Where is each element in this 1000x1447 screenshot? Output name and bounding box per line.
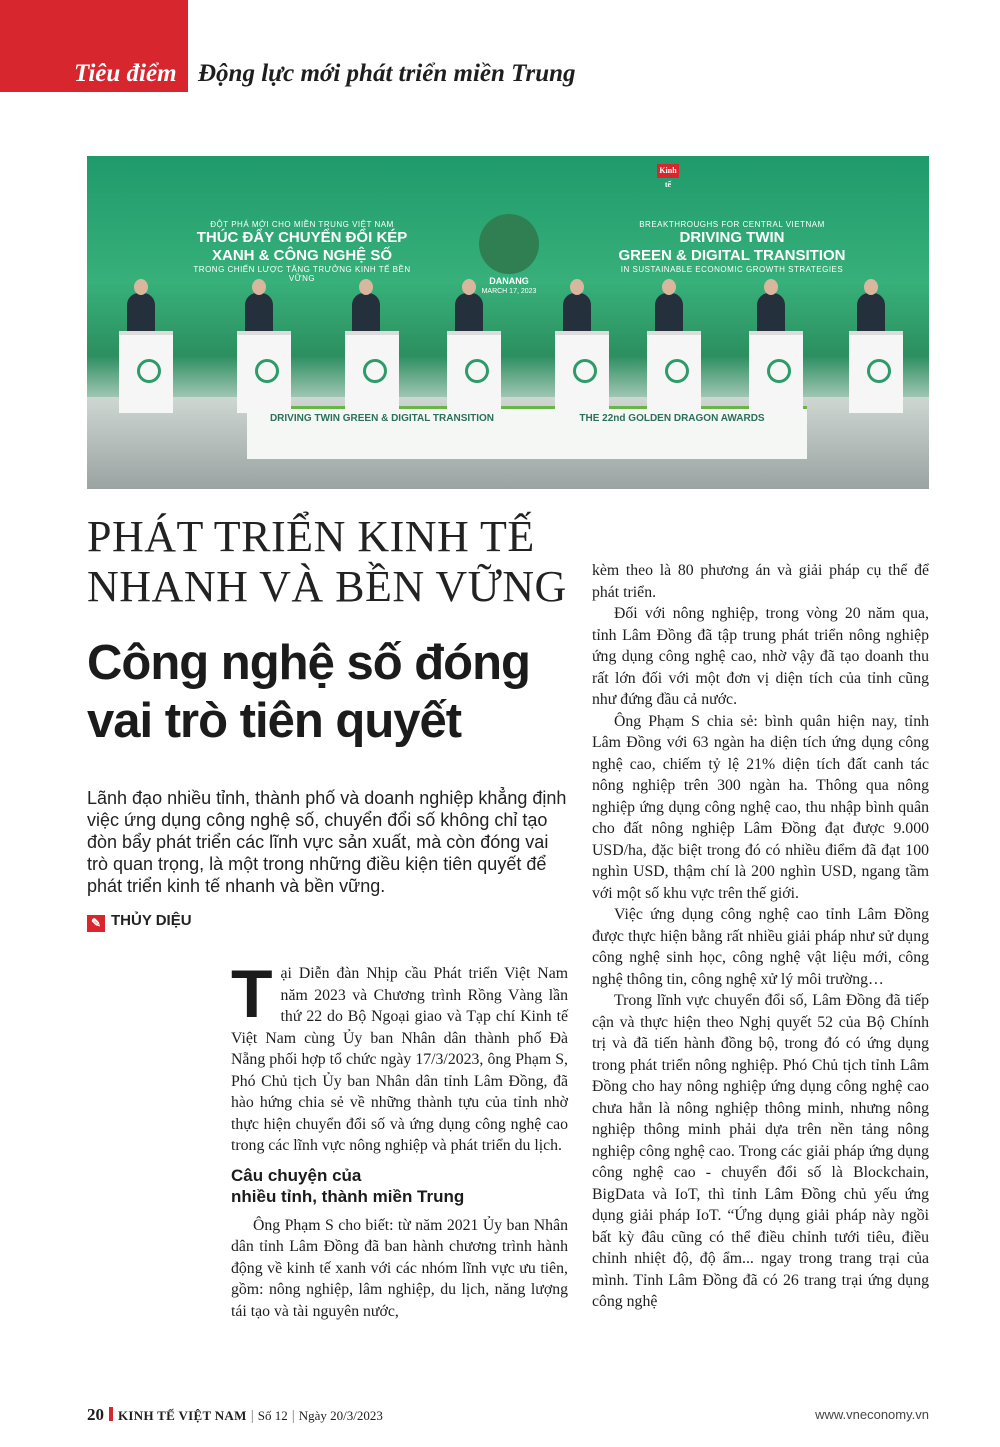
podium	[237, 331, 291, 413]
website-link[interactable]: www.vneconomy.vn	[815, 1407, 929, 1422]
headline-main-line2: vai trò tiên quyết	[87, 694, 462, 748]
paragraph: Trong lĩnh vực chuyển đổi số, Lâm Đồng đã tiếp cận và thực hiện theo Nghị quyết 52 của Bộ Chính trị và đã tiến hành đồng bộ, trong đó có ứng dụng trong phát triển nông nghiệp. Phó Chủ tịch tỉnh Lâm Đồng cho hay nông nghiệp ứng dụng công nghệ cao chưa hẳn là nông nghiệp thông minh, nhưng nông nghiệp thông minh phải dựa trên nền tảng nông nghiệp công nghệ cao. Trong các giải pháp ứng dụng công nghệ cao - chuyển đổi số là Blockchain, BigData và IoT, thì tỉnh Lâm Đồng chủ yếu ứng dụng giải pháp IoT. “Ứng dụng giải pháp này ngồi bất kỳ đâu cũng có thể điều chỉnh tưới tiêu, điều chỉnh nhiệt độ, độ ẩm... ngay trong trang trại của mình. Tỉnh Lâm Đồng đã có 26 trang trại ứng dụng công nghệ	[592, 992, 929, 1310]
screen-right-text: THE 22nd GOLDEN DRAGON AWARDS	[579, 413, 765, 424]
banner-left-line2: XANH & CÔNG NGHỆ SỐ	[211, 247, 392, 264]
section-title: Động lực mới phát triển miền Trung	[198, 60, 576, 87]
podium	[849, 331, 903, 413]
banner-left-small: ĐỘT PHÁ MỚI CHO MIỀN TRUNG VIỆT NAM	[210, 220, 394, 229]
dropcap: T	[231, 956, 273, 1032]
event-date: MARCH 17, 2023	[481, 288, 537, 295]
page-footer: 20 KINH TẾ VIỆT NAM | Số 12 | Ngày 20/3/2023 www.vneconomy.vn	[87, 1405, 929, 1424]
event-emblem	[479, 214, 539, 274]
lede: Lãnh đạo nhiều tỉnh, thành phố và doanh nghiệp khẳng định việc ứng dụng công nghệ số, chuyển đổi số không chỉ tạo đòn bẩy phát triển các lĩnh vực sản xuất, mà còn đóng vai trò quan trọng, là một trong những điều kiện tiên quyết để phát triển kinh tế nhanh và bền vững.	[87, 788, 567, 896]
banner-left-line1: THÚC ĐẨY CHUYỂN ĐỔI KÉP	[196, 229, 408, 246]
issue-date: Ngày 20/3/2023	[298, 1408, 383, 1423]
paragraph: Việc ứng dụng công nghệ cao tỉnh Lâm Đồng được thực hiện bằng rất nhiều giải pháp như sử dụng công nghệ sinh học, công nghệ vật liệu mới, công nghệ thông tin, công nghệ xử lý môi trường…	[592, 906, 929, 988]
headline-main-line1: Công nghệ số đóng	[87, 636, 530, 690]
subheading-line1: Câu chuyện của	[231, 1165, 362, 1185]
event-location: DANANG	[489, 276, 529, 286]
paragraph-text: ại Diễn đàn Nhịp cầu Phát triển Việt Nam năm 2023 và Chương trình Rồng Vàng lần thứ 22 do Bộ Ngoại giao và Tạp chí Kinh tế Việt Nam cùng Ủy ban Nhân dân thành phố Đà Nẵng phối hợp tổ chức ngày 17/3/2023, ông Phạm S, Phó Chủ tịch Ủy ban Nhân dân tỉnh Lâm Đồng, đã hào hứng chia sẻ về những thành tựu của tỉnh nhờ thực hiện chuyển đổi số và ứng dụng công nghệ cao trong các lĩnh vực nông nghiệp và phát triển du lịch.	[231, 965, 568, 1154]
screen-left-text: DRIVING TWIN GREEN & DIGITAL TRANSITION	[269, 413, 495, 424]
section-tag: Tiêu điểm	[74, 60, 177, 87]
footer-divider	[109, 1407, 113, 1421]
subheading	[231, 1165, 568, 1207]
magazine-name: KINH TẾ VIỆT NAM	[118, 1408, 247, 1423]
column-left	[231, 956, 568, 1322]
page-number: 20	[87, 1405, 104, 1424]
podium	[555, 331, 609, 413]
podium	[345, 331, 399, 413]
pen-icon: ✎	[87, 915, 105, 932]
kinh-te-logo: Kinh tế	[657, 164, 679, 178]
headline-upper-line1: PHÁT TRIỂN KINH TẾ	[87, 512, 535, 561]
podium	[119, 331, 173, 413]
paragraph: Ông Phạm S cho biết: từ năm 2021 Ủy ban Nhân dân tỉnh Lâm Đồng đã ban hành chương trình hành động về kinh tế xanh với các nhóm lĩnh vực ưu tiên, gồm: nông nghiệp, lâm nghiệp, du lịch, năng lượng tái tạo và tài nguyên nước,	[231, 1216, 568, 1320]
headline-upper	[87, 512, 567, 612]
column-right	[592, 560, 929, 1313]
banner-left-sub: TRONG CHIẾN LƯỢC TĂNG TRƯỞNG KINH TẾ BỀN VỮNG	[193, 265, 411, 283]
banner-right-sub: IN SUSTAINABLE ECONOMIC GROWTH STRATEGIES	[620, 265, 844, 274]
event-photo	[87, 156, 929, 489]
paragraph: Ông Phạm S chia sẻ: bình quân hiện nay, tỉnh Lâm Đồng với 63 ngàn ha diện tích ứng dụng công nghệ cao, chiếm tỷ lệ 21% diện tích đất canh tác nông nghiệp trên 300 ngàn ha. Thông qua nông nghiệp ứng dụng công nghệ cao, thu nhập bình quân cho đất nông nghiệp Lâm Đồng đạt được 9.000 USD/ha, đặc biệt trong đó có nhiều điểm đã đạt 100 nghìn USD, thậm chí là 200 nghìn USD, ngang tầm với một số khu vực trên thế giới.	[592, 712, 929, 902]
podium	[749, 331, 803, 413]
author-name: THỦY DIỆU	[111, 912, 192, 929]
banner-right-line1: DRIVING TWIN	[679, 229, 785, 246]
headline-main	[87, 634, 577, 750]
headline-upper-line2: NHANH VÀ BỀN VỮNG	[87, 562, 567, 611]
byline	[87, 912, 192, 932]
podium	[647, 331, 701, 413]
banner-left	[187, 220, 417, 283]
subheading-line2: nhiều tỉnh, thành miền Trung	[231, 1186, 465, 1206]
paragraph: Đối với nông nghiệp, trong vòng 20 năm qua, tỉnh Lâm Đồng đã tập trung phát triển nông nghiệp ứng dụng công nghệ cao, nhờ vậy đã tạo doanh thu rất lớn đối với một đơn vị diện tích của tỉnh cũng như đứng đầu cả nước.	[592, 605, 929, 708]
issue-number: Số 12	[257, 1408, 288, 1423]
banner-right-line2: GREEN & DIGITAL TRANSITION	[618, 247, 846, 264]
podium	[447, 331, 501, 413]
banner-right	[597, 220, 867, 274]
paragraph	[231, 956, 568, 1157]
paragraph: kèm theo là 80 phương án và giải pháp cụ thể để phát triển.	[592, 562, 929, 601]
banner-right-small: BREAKTHROUGHS FOR CENTRAL VIETNAM	[639, 220, 825, 229]
stage-screen	[247, 406, 807, 459]
